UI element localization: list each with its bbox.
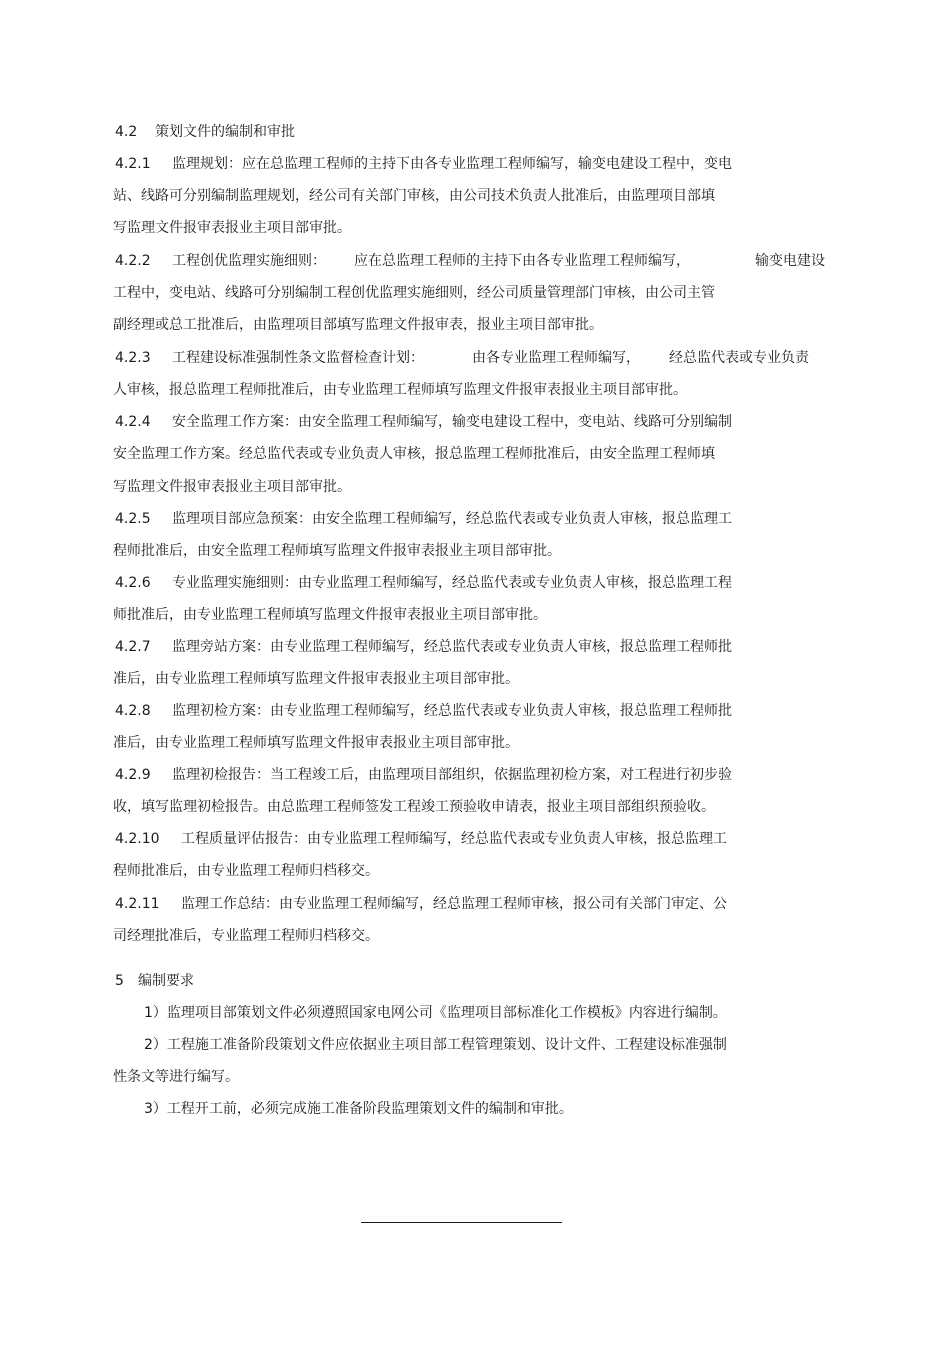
requirement-item-continuation: 性条文等进行编写。 [113, 1069, 239, 1085]
footer-rule [361, 1222, 562, 1223]
clause-number: 4.2.6 [115, 575, 151, 591]
clause-line: 安全监理工作方案。经总监代表或专业负责人审核，报总监理工程师批准后，由安全监理工程师填 [113, 446, 715, 462]
clause-line: 写监理文件报审表报业主项目部审批。 [113, 220, 351, 236]
clause-number: 4.2.4 [115, 414, 151, 430]
clause-line: 程师批准后，由安全监理工程师填写监理文件报审表报业主项目部审批。 [113, 543, 561, 559]
clause-line: 副经理或总工批准后，由监理项目部填写监理文件报审表，报业主项目部审批。 [113, 317, 603, 333]
clause-line: 安全监理工作方案：由安全监理工程师编写，输变电建设工程中，变电站、线路可分别编制 [172, 414, 732, 430]
clause-line: 监理旁站方案：由专业监理工程师编写，经总监代表或专业负责人审核，报总监理工程师批 [172, 639, 732, 655]
clause-number: 4.2.7 [115, 639, 151, 655]
clause-line: 司经理批准后，专业监理工程师归档移交。 [113, 928, 379, 944]
clause-line: 监理初检报告：当工程竣工后，由监理项目部组织，依据监理初检方案，对工程进行初步验 [172, 767, 732, 783]
clause-line: 经总监代表或专业负责 [669, 350, 809, 366]
clause-line: 站、线路可分别编制监理规划，经公司有关部门审核，由公司技术负责人批准后，由监理项目部填 [113, 188, 715, 204]
clause-number: 4.2.8 [115, 703, 151, 719]
clause-line: 监理初检方案：由专业监理工程师编写，经总监代表或专业负责人审核，报总监理工程师批 [172, 703, 732, 719]
clause-line: 工程建设标准强制性条文监督检查计划： [172, 350, 424, 366]
clause-line: 监理工作总结：由专业监理工程师编写，经总监理工程师审核，报公司有关部门审定、公 [181, 896, 727, 912]
section-heading-4-2 [115, 122, 295, 142]
clause-line: 工程创优监理实施细则： [172, 253, 326, 269]
clause-line: 工程质量评估报告：由专业监理工程师编写，经总监代表或专业负责人审核，报总监理工 [181, 831, 727, 847]
clause-line: 收，填写监理初检报告。由总监理工程师签发工程竣工预验收申请表，报业主项目部组织预验收。 [113, 799, 715, 815]
clause-number: 4.2.2 [115, 253, 151, 269]
clause-line: 监理项目部应急预案：由安全监理工程师编写，经总监代表或专业负责人审核，报总监理工 [172, 511, 732, 527]
clause-number: 4.2.3 [115, 350, 151, 366]
clause-line: 应在总监理工程师的主持下由各专业监理工程师编写， [354, 253, 690, 269]
section-heading-5 [115, 971, 194, 991]
clause-line: 写监理文件报审表报业主项目部审批。 [113, 479, 351, 495]
clause-number: 4.2.9 [115, 767, 151, 783]
clause-line: 专业监理实施细则：由专业监理工程师编写，经总监代表或专业负责人审核，报总监理工程 [172, 575, 732, 591]
clause-number: 4.2.5 [115, 511, 151, 527]
clause-line: 人审核，报总监理工程师批准后，由专业监理工程师填写监理文件报审表报业主项目部审批。 [113, 382, 687, 398]
section-number: 4.2 [115, 124, 138, 140]
clause-line: 师批准后，由专业监理工程师填写监理文件报审表报业主项目部审批。 [113, 607, 547, 623]
clause-line: 准后，由专业监理工程师填写监理文件报审表报业主项目部审批。 [113, 671, 519, 687]
clause-line: 由各专业监理工程师编写， [472, 350, 640, 366]
clause-number: 4.2.11 [115, 896, 160, 912]
clause-line: 程师批准后，由专业监理工程师归档移交。 [113, 863, 379, 879]
clause-line: 工程中，变电站、线路可分别编制工程创优监理实施细则，经公司质量管理部门审核，由公司主管 [113, 285, 715, 301]
section-number: 5 [115, 973, 124, 989]
requirement-item: 3）工程开工前，必须完成施工准备阶段监理策划文件的编制和审批。 [144, 1101, 573, 1117]
clause-number: 4.2.10 [115, 831, 160, 847]
clause-line: 监理规划：应在总监理工程师的主持下由各专业监理工程师编写，输变电建设工程中，变电 [172, 156, 732, 172]
clause-line: 输变电建设 [755, 253, 825, 269]
section-title: 策划文件的编制和审批 [155, 124, 295, 140]
clause-number: 4.2.1 [115, 156, 151, 172]
clause-line: 准后，由专业监理工程师填写监理文件报审表报业主项目部审批。 [113, 735, 519, 751]
requirement-item: 2）工程施工准备阶段策划文件应依据业主项目部工程管理策划、设计文件、工程建设标准强制 [144, 1037, 727, 1053]
requirement-item: 1）监理项目部策划文件必须遵照国家电网公司《监理项目部标准化工作模板》内容进行编制。 [144, 1005, 727, 1021]
section-title: 编制要求 [138, 973, 194, 989]
